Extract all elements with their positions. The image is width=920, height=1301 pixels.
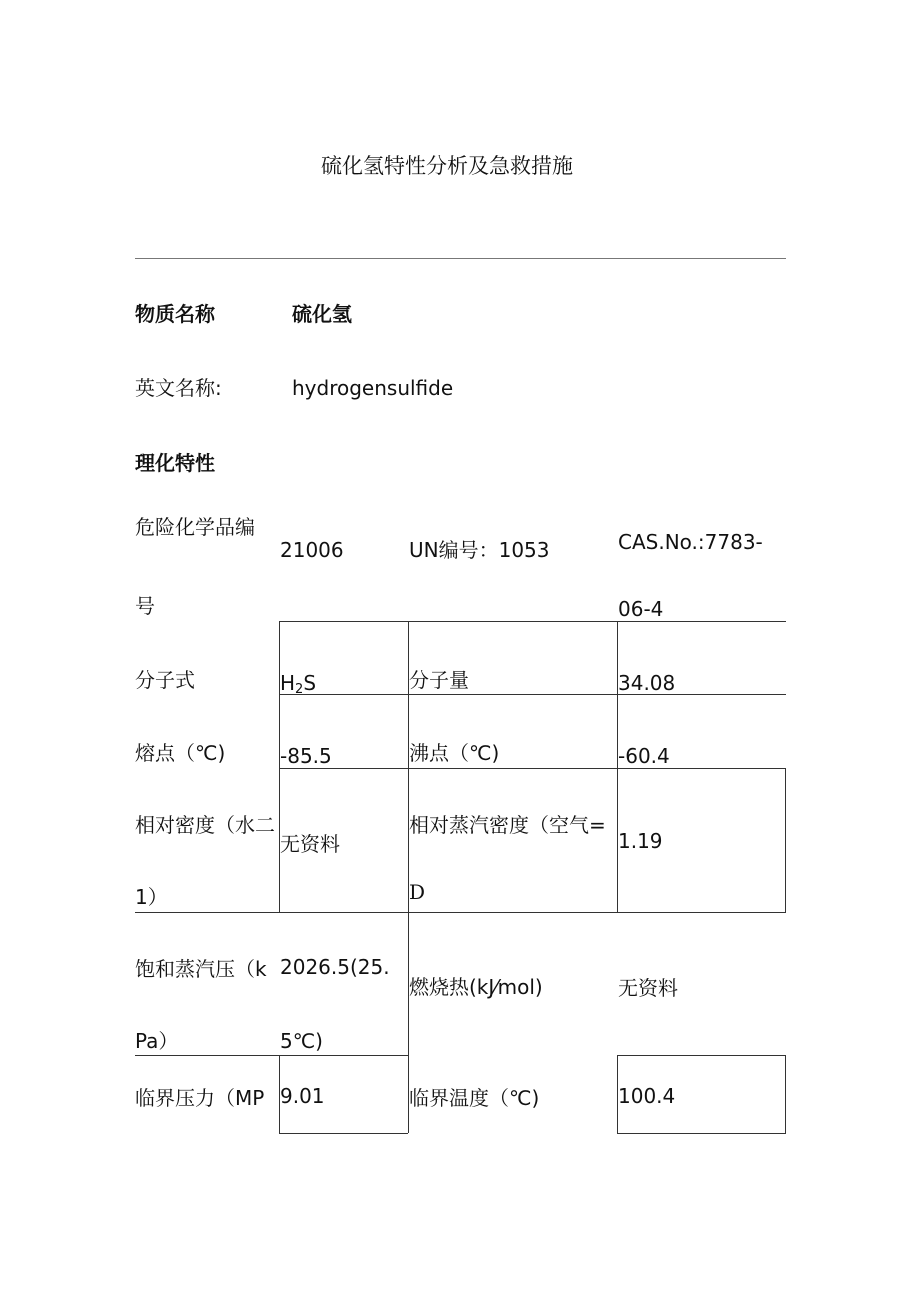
vapor-pressure-value-2: 5℃)	[280, 1029, 323, 1053]
vapor-pressure-value-1: 2026.5(25.	[280, 955, 390, 979]
grid-line	[785, 768, 786, 913]
vapor-density-label-2: D	[409, 880, 426, 904]
formula-label: 分子式	[135, 668, 195, 692]
un-number: UN编号：1053	[409, 538, 550, 562]
grid-line	[279, 694, 786, 695]
grid-line	[617, 1133, 786, 1134]
grid-line	[279, 621, 786, 622]
english-name-label: 英文名称:	[135, 376, 222, 400]
grid-line	[785, 1055, 786, 1133]
boiling-point-value: -60.4	[618, 744, 670, 768]
melting-point-value: -85.5	[280, 744, 332, 768]
molecular-weight-value: 34.08	[618, 671, 676, 695]
combustion-heat-label: 燃烧热(kJ⁄mol)	[409, 975, 543, 999]
cas-line1: CAS.No.:7783-	[618, 530, 763, 554]
vapor-density-label-1: 相对蒸汽密度（空气=	[409, 813, 606, 837]
cas-line2: 06-4	[618, 597, 664, 621]
melting-point-label: 熔点（℃)	[135, 741, 226, 765]
section-heading: 理化特性	[135, 451, 215, 475]
vapor-density-value: 1.19	[618, 829, 663, 853]
critical-temperature-value: 100.4	[618, 1084, 676, 1108]
page-title: 硫化氢特性分析及急救措施	[321, 154, 573, 178]
grid-line	[135, 912, 786, 913]
molecular-weight-label: 分子量	[409, 668, 469, 692]
critical-temperature-label: 临界温度（℃)	[409, 1086, 540, 1110]
grid-line	[279, 768, 786, 769]
grid-line	[135, 1055, 408, 1056]
hazard-number: 21006	[280, 538, 344, 562]
english-name-value: hydrogensulfide	[292, 376, 454, 400]
vapor-pressure-label-1: 饱和蒸汽压（k	[135, 957, 267, 981]
critical-pressure-value: 9.01	[280, 1084, 325, 1108]
hazard-label-line2: 号	[135, 594, 155, 618]
hazard-label-line1: 危险化学品编	[135, 515, 255, 539]
formula-s: S	[303, 671, 317, 695]
formula-h: H	[280, 671, 296, 695]
substance-label: 物质名称	[135, 302, 215, 326]
boiling-point-label: 沸点（℃)	[409, 741, 500, 765]
combustion-heat-value: 无资料	[618, 976, 678, 1000]
relative-density-label-2: 1）	[135, 885, 168, 909]
vapor-pressure-label-2: Pa）	[135, 1029, 179, 1053]
divider	[135, 258, 786, 259]
formula-value	[280, 671, 316, 695]
grid-line	[279, 1133, 408, 1134]
formula-subscript: 2	[295, 682, 304, 697]
substance-value: 硫化氢	[292, 302, 352, 326]
grid-line	[617, 1055, 786, 1056]
critical-pressure-label: 临界压力（MP	[135, 1086, 265, 1110]
grid-line	[408, 621, 409, 1133]
relative-density-value: 无资料	[280, 832, 340, 856]
relative-density-label-1: 相对密度（水二	[135, 813, 275, 837]
